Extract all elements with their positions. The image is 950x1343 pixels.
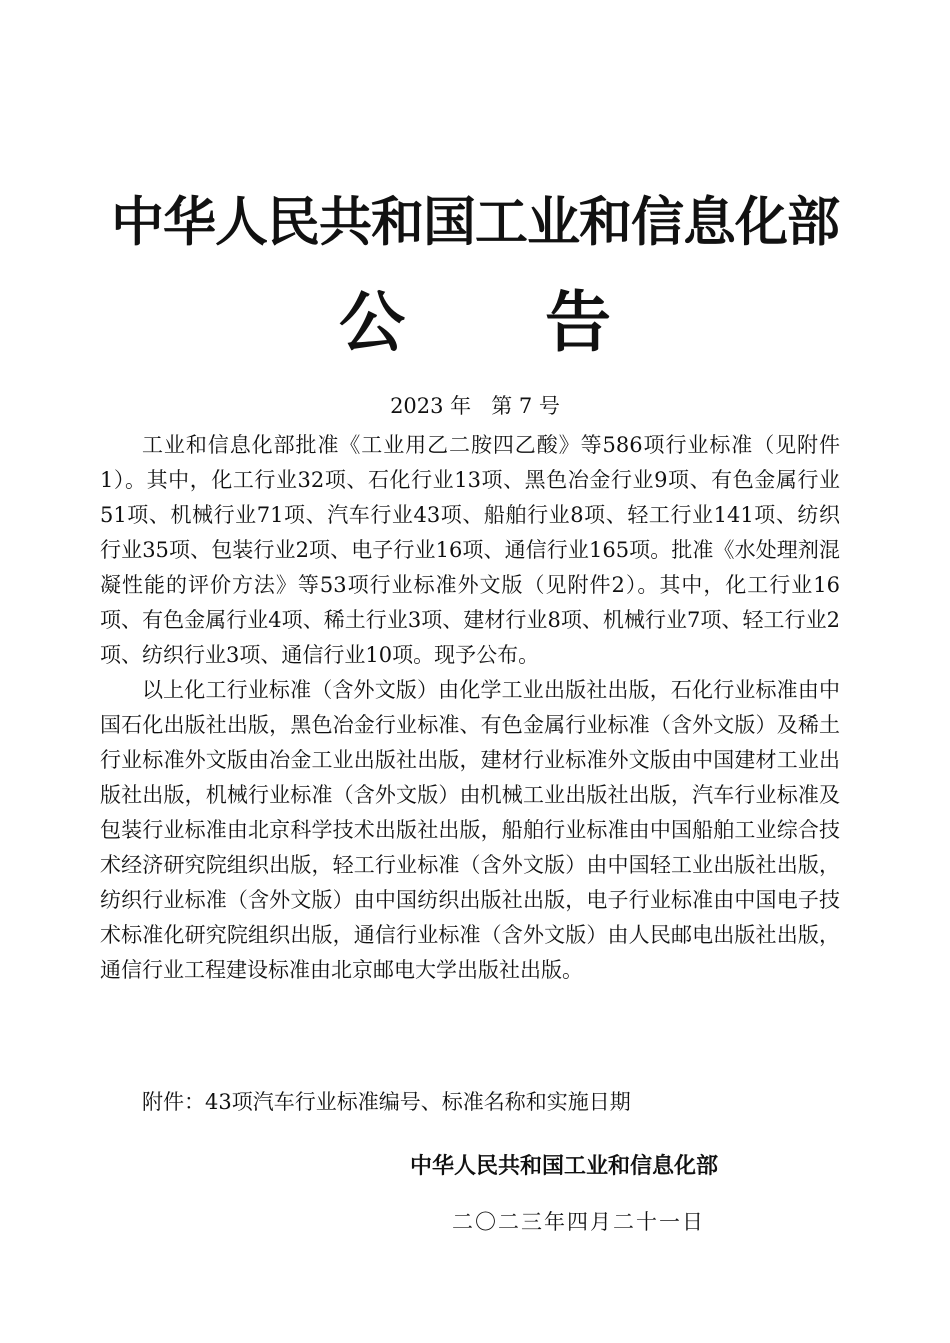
issuer-title: 中华人民共和国工业和信息化部	[111, 192, 839, 253]
document-number: 2023 年 第 7 号	[390, 394, 560, 418]
signature-organization: 中华人民共和国工业和信息化部	[410, 1154, 719, 1179]
body-paragraph: 工业和信息化部批准《工业用乙二胺四乙酸》等586项行业标准（见附件1）。其中，化工行业32项、石化行业13项、黑色冶金行业9项、有色金属行业51项、机械行业71项、汽车行业43项、船舶行业8项、轻工行业141项、纺织行业35项、包装行业2项、电子行业16项、通信行业165项。批准《水处理剂混凝性能的评价方法》等53项行业标准外文版（见附件2）。其中，化工行业16项、有色金属行业4项、稀土行业3项、建材行业8项、机械行业7项、轻工行业2项、纺织行业3项、通信行业10项。现予公布。	[100, 433, 840, 667]
document-type-heading: 公告	[339, 284, 751, 361]
body-paragraph: 以上化工行业标准（含外文版）由化学工业出版社出版，石化行业标准由中国石化出版社出版，黑色冶金行业标准、有色金属行业标准（含外文版）及稀土行业标准外文版由冶金工业出版社出版，建材行业标准外文版由中国建材工业出版社出版，机械行业标准（含外文版）由机械工业出版社出版，汽车行业标准及包装行业标准由北京科学技术出版社出版，船舶行业标准由中国船舶工业综合技术经济研究院组织出版，轻工行业标准（含外文版）由中国轻工业出版社出版，纺织行业标准（含外文版）由中国纺织出版社出版，电子行业标准由中国电子技术标准化研究院组织出版，通信行业标准（含外文版）由人民邮电出版社出版，通信行业工程建设标准由北京邮电大学出版社出版。	[100, 678, 840, 982]
attachment-note: 附件：43项汽车行业标准编号、标准名称和实施日期	[142, 1090, 631, 1114]
signature-date: 二〇二三年四月二十一日	[452, 1210, 705, 1234]
announcement-body	[100, 428, 840, 988]
